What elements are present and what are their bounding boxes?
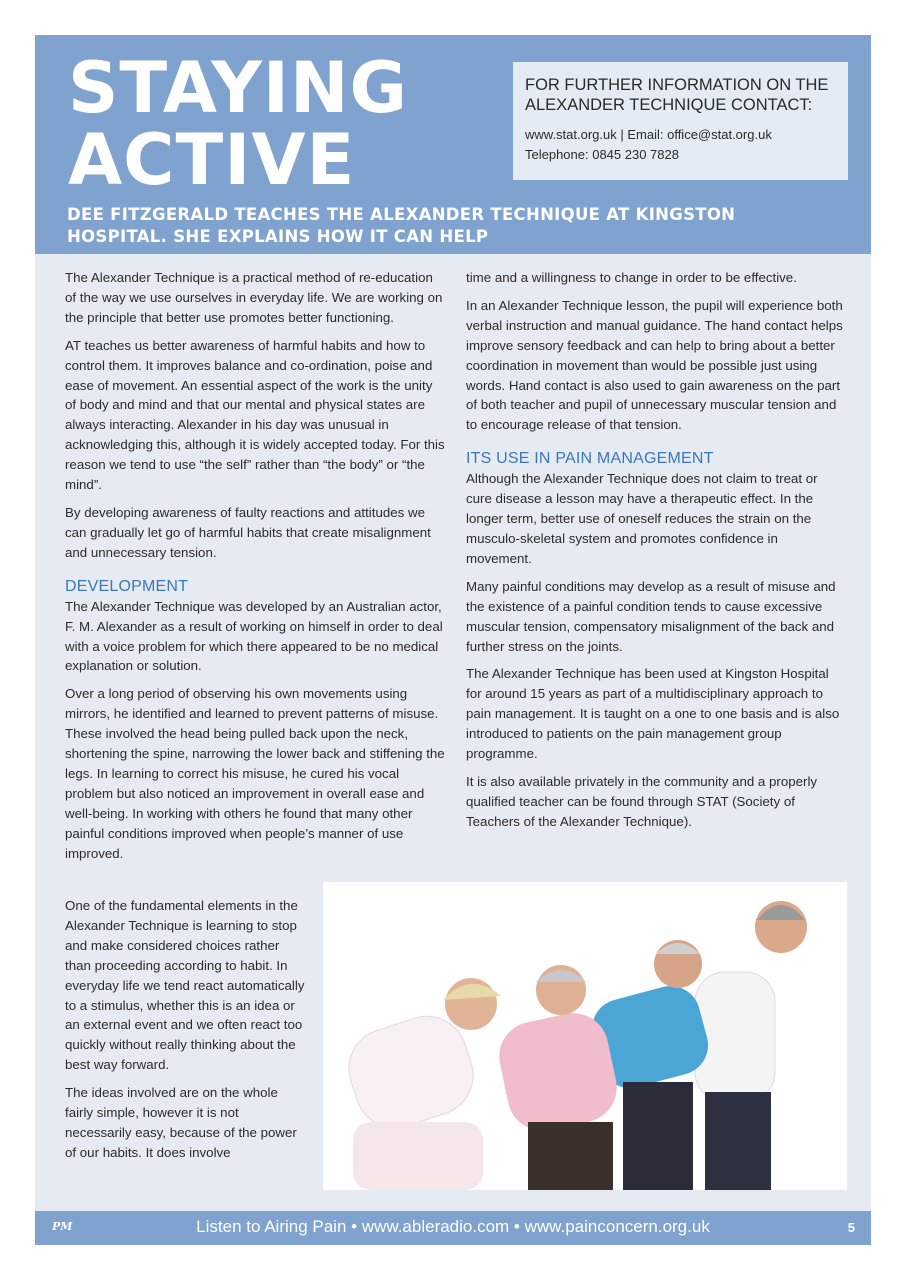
left-bottom-column <box>65 896 305 1171</box>
paragraph: By developing awareness of faulty reactions and attitudes we can gradually let go of harmful habits that create misalignment and unnecessary tension. <box>65 504 431 560</box>
right-column <box>466 268 844 840</box>
paragraph: Over a long period of observing his own movements using mirrors, he identified and learned to prevent patterns of misuse. These involved the head being pulled back upon the neck, shortening the spine, narrowing the lower back and stiffening the legs. In learning to correct his misuse, he cured his vocal problem but also noticed an improvement in overall ease and well-being. In working with others he found that many other painful conditions improved when people’s manner of use improved. <box>65 686 445 861</box>
contact-info-box <box>513 62 848 180</box>
photo-illustration <box>323 882 847 1190</box>
paragraph: Many painful conditions may develop as a result of misuse and the existence of a painful condition tends to cause excessive muscular tension, compensatory misalignment of the back and further stress on the joints. <box>466 578 836 654</box>
left-column <box>65 268 445 871</box>
footer <box>35 1211 871 1245</box>
paragraph: In an Alexander Technique lesson, the pupil will experience both verbal instruction and manual guidance. The hand contact helps improve sensory feedback and can help to bring about a better coordination in movement than would be possible just using words. Hand contact is also used to gain awareness on the part of both teacher and pupil of unnecessary muscular tension and to encourage release of that tension. <box>466 297 843 433</box>
paragraph: Although the Alexander Technique does not claim to treat or cure disease a lesson may have a therapeutic effect. In the longer term, better use of oneself reduces the strain on the musculo-skeletal system and promotes confidence in movement. <box>466 471 818 566</box>
paragraph: AT teaches us better awareness of harmful habits and how to control them. It improves balance and co-ordination, poise and ease of movement. An essential aspect of the work is the unity of body and mind and that our mental and physical states are always interacting. Alexander in his day was unusual in acknowledging this, although it is widely accepted today. For this reason we tend to use “the self” rather than “the body” or “the mind”. <box>65 337 445 493</box>
paragraph: The ideas involved are on the whole fairly simple, however it is not necessarily easy, because of the power of our habits. It does involve <box>65 1085 297 1160</box>
paragraph: The Alexander Technique has been used at Kingston Hospital for around 15 years as part of a multidisciplinary approach to pain management. It is taught on a one to one basis and is also introduced to patients on the pain management group programme. <box>466 666 840 762</box>
contact-heading: FOR FURTHER INFORMATION ON THE ALEXANDER TECHNIQUE CONTACT: <box>525 76 829 114</box>
paragraph: The Alexander Technique is a practical method of re-education of the way we use ourselves in everyday life. We are working on the principle that better use promotes better functioning. <box>65 270 443 325</box>
page-title <box>68 47 408 201</box>
title-line-2: ACTIVE <box>68 119 356 201</box>
footer-logo: PM <box>52 1220 73 1233</box>
footer-text: Listen to Airing Pain • www.ableradio.com • www.painconcern.org.uk <box>196 1217 710 1236</box>
paragraph: The Alexander Technique was developed by an Australian actor, F. M. Alexander as a result of working on himself in order to deal with a voice problem for which there appeared to be no medical explanation or solution. <box>65 598 443 674</box>
paragraph: time and a willingness to change in order to be effective. <box>466 270 797 285</box>
photo-seniors-exercising <box>323 882 847 1190</box>
paragraph: One of the fundamental elements in the Alexander Technique is learning to stop and make considered choices rather than proceeding according to habit. In everyday life we tend react automatically to a stimulus, whether this is an idea or an external event and we often react too quickly without really thinking about the best way forward. <box>65 898 305 1073</box>
contact-web-email: www.stat.org.uk | Email: office@stat.org.uk <box>525 127 772 142</box>
contact-telephone: Telephone: 0845 230 7828 <box>525 147 679 162</box>
page-number: 5 <box>847 1220 855 1235</box>
section-heading-development: DEVELOPMENT <box>65 577 189 595</box>
paragraph: It is also available privately in the community and a properly qualified teacher can be found through STAT (Society of Teachers of the Alexander Technique). <box>466 773 818 829</box>
title-line-1: STAYING <box>68 47 408 129</box>
subtitle: DEE FITZGERALD TEACHES THE ALEXANDER TECHNIQUE AT KINGSTON HOSPITAL. SHE EXPLAINS HOW IT CAN HELP <box>67 205 736 246</box>
section-heading-pain-management: ITS USE IN PAIN MANAGEMENT <box>466 450 714 468</box>
